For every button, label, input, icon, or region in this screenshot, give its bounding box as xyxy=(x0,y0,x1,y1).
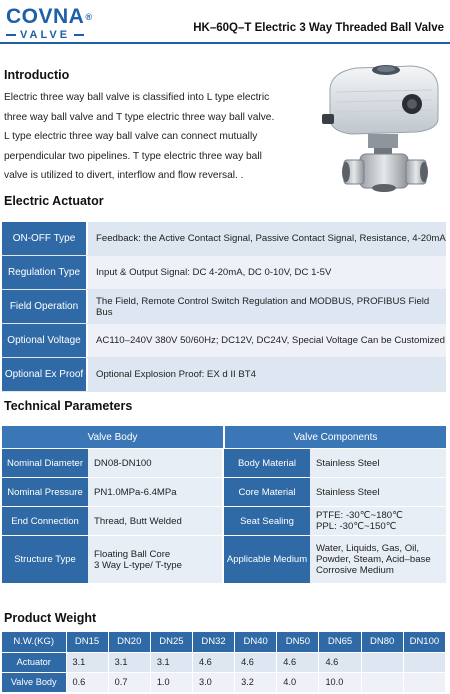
covna-logo xyxy=(6,6,114,42)
technical-value: Floating Ball Core 3 Way L-type/ T-type xyxy=(88,536,224,583)
weight-header-cell: DN40 xyxy=(235,632,277,652)
intro-line: perpendicular two pipelines. T type electric three way ball xyxy=(4,150,262,162)
header-divider xyxy=(0,42,450,44)
weight-cell: 4.0 xyxy=(277,672,319,692)
weight-cell: 4.6 xyxy=(277,652,319,672)
technical-value: PN1.0MPa-6.4MPa xyxy=(88,478,224,506)
intro-heading: Introductio xyxy=(4,68,70,82)
weight-cell: 3.1 xyxy=(108,652,150,672)
weight-row-label: Actuator xyxy=(2,652,66,672)
weight-cell: 3.1 xyxy=(66,652,108,672)
logo-name: COVNA xyxy=(6,5,85,28)
technical-label: Body Material xyxy=(224,449,310,477)
technical-row xyxy=(2,506,446,535)
actuator-row xyxy=(2,290,446,324)
logo-subtitle: VALVE xyxy=(20,29,71,41)
technical-value: DN08-DN100 xyxy=(88,449,224,477)
weight-row xyxy=(2,652,446,672)
weight-header-cell: DN25 xyxy=(150,632,192,652)
actuator-label: Optional Voltage xyxy=(2,324,88,357)
weight-header-cell: DN100 xyxy=(403,632,445,652)
technical-label: Applicable Medium xyxy=(224,536,310,583)
product-title: HK–60Q–T Electric 3 Way Threaded Ball Valve xyxy=(193,22,444,34)
weight-cell: 4.6 xyxy=(235,652,277,672)
technical-label: End Connection xyxy=(2,507,88,535)
actuator-table xyxy=(2,222,446,392)
actuator-value: The Field, Remote Control Switch Regulation and MODBUS, PROFIBUS Field Bus xyxy=(88,290,446,323)
weight-header-cell: N.W.(KG) xyxy=(2,632,66,652)
intro-line: three way ball valve and T type electric three way ball valve. xyxy=(4,111,275,123)
technical-table xyxy=(2,426,446,583)
weight-cell: 3.2 xyxy=(235,672,277,692)
weight-cell xyxy=(361,672,403,692)
technical-label: Seat Sealing xyxy=(224,507,310,535)
weight-heading: Product Weight xyxy=(4,611,97,625)
technical-label: Core Material xyxy=(224,478,310,506)
valve-body-header: Valve Body xyxy=(2,426,225,448)
valve-product-image xyxy=(316,58,446,194)
actuator-value: AC110–240V 380V 50/60Hz; DC12V, DC24V, Special Voltage Can be Customized xyxy=(88,324,446,357)
intro-paragraph xyxy=(4,88,306,186)
weight-header-cell: DN50 xyxy=(277,632,319,652)
actuator-label: ON-OFF Type xyxy=(2,222,88,255)
weight-header-cell: DN65 xyxy=(319,632,361,652)
actuator-heading: Electric Actuator xyxy=(4,194,104,208)
weight-cell xyxy=(403,652,445,672)
intro-line: Electric three way ball valve is classified into L type electric xyxy=(4,92,270,103)
weight-header-cell: DN80 xyxy=(361,632,403,652)
technical-value: Thread, Butt Welded xyxy=(88,507,224,535)
actuator-value: Optional Explosion Proof: EX d II BT4 xyxy=(88,358,446,391)
weight-header-cell: DN32 xyxy=(192,632,234,652)
weight-cell xyxy=(361,652,403,672)
weight-cell: 10.0 xyxy=(319,672,361,692)
technical-header-row xyxy=(2,426,446,448)
actuator-label: Optional Ex Proof xyxy=(2,358,88,391)
weight-header-cell: DN15 xyxy=(66,632,108,652)
technical-row xyxy=(2,535,446,583)
technical-heading: Technical Parameters xyxy=(4,399,133,413)
weight-cell: 3.0 xyxy=(192,672,234,692)
weight-cell: 0.7 xyxy=(108,672,150,692)
actuator-label: Field Operation xyxy=(2,290,88,323)
logo-registered-mark: ® xyxy=(85,12,93,22)
technical-value: Water, Liquids, Gas, Oil, Powder, Steam, Acid–base Corrosive Medium xyxy=(310,536,446,583)
intro-line: L type electric three way ball valve can connect mutually xyxy=(4,131,258,142)
logo-line-left xyxy=(6,34,16,36)
weight-cell: 4.6 xyxy=(192,652,234,672)
intro-line: valve is utilized to divert, interflow and flow reversal. . xyxy=(4,170,244,181)
page-header xyxy=(0,0,450,46)
weight-table xyxy=(2,632,446,692)
actuator-value: Input & Output Signal: DC 4-20mA, DC 0-10V, DC 1-5V xyxy=(88,256,446,289)
valve-components-header: Valve Components xyxy=(225,426,446,448)
logo-line-right xyxy=(74,34,84,36)
actuator-row xyxy=(2,222,446,256)
weight-cell: 1.0 xyxy=(150,672,192,692)
actuator-row xyxy=(2,358,446,392)
technical-value: PTFE: -30℃~180℃ PPL: -30℃~150℃ xyxy=(310,507,446,535)
technical-row xyxy=(2,448,446,477)
technical-row xyxy=(2,477,446,506)
actuator-row xyxy=(2,324,446,358)
technical-label: Nominal Diameter xyxy=(2,449,88,477)
technical-label: Structure Type xyxy=(2,536,88,583)
weight-row-label: Valve Body xyxy=(2,672,66,692)
weight-cell: 0.6 xyxy=(66,672,108,692)
technical-value: Stainless Steel xyxy=(310,449,446,477)
weight-cell: 4.6 xyxy=(319,652,361,672)
actuator-row xyxy=(2,256,446,290)
technical-label: Nominal Pressure xyxy=(2,478,88,506)
actuator-label: Regulation Type xyxy=(2,256,88,289)
weight-cell: 3.1 xyxy=(150,652,192,672)
weight-header-row xyxy=(2,632,446,652)
weight-header-cell: DN20 xyxy=(108,632,150,652)
weight-cell xyxy=(403,672,445,692)
weight-row xyxy=(2,672,446,692)
technical-value: Stainless Steel xyxy=(310,478,446,506)
actuator-value: Feedback: the Active Contact Signal, Passive Contact Signal, Resistance, 4-20mA xyxy=(88,222,446,255)
